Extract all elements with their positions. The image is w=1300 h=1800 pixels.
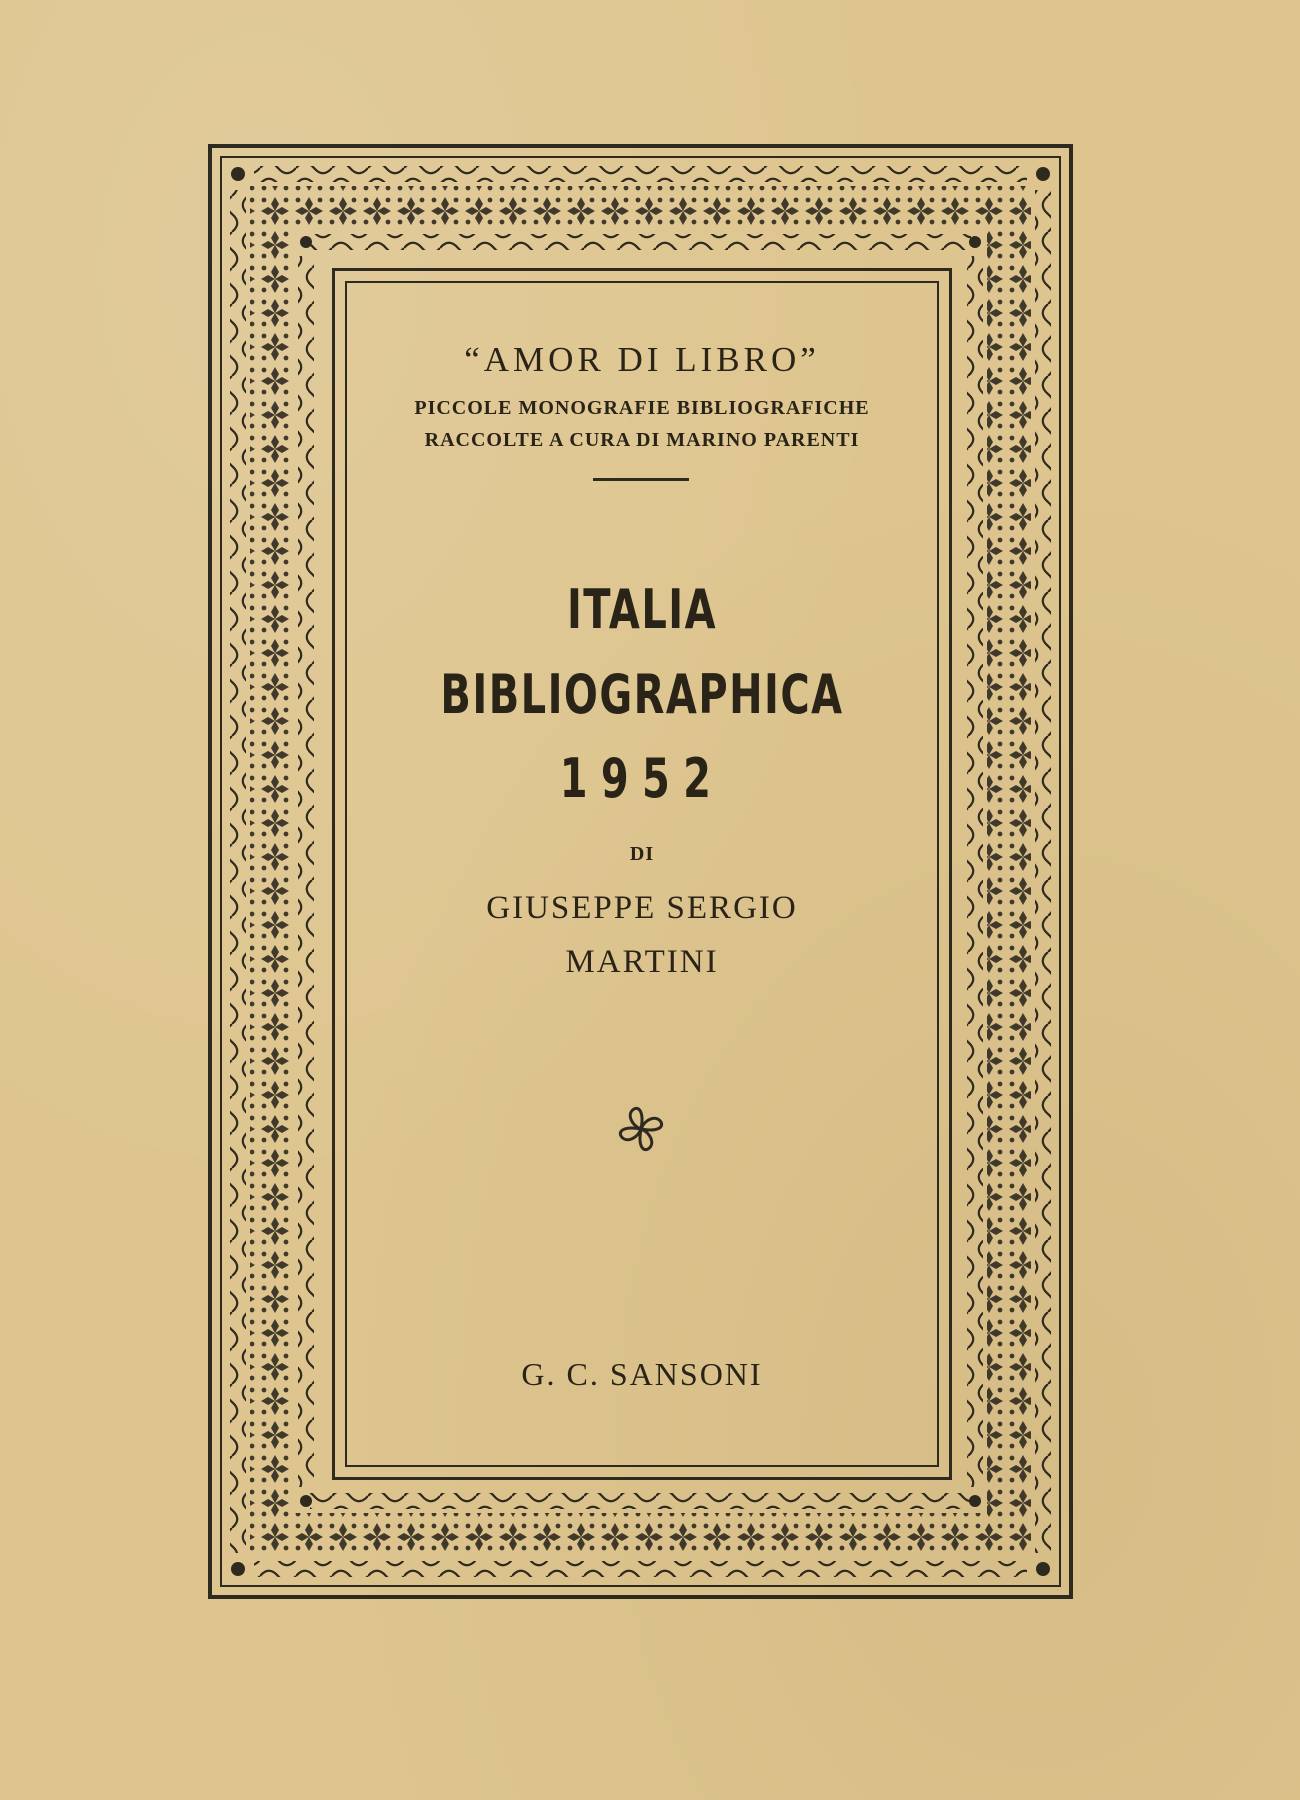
series-subtitle-line1: PICCOLE MONOGRAFIE BIBLIOGRAFICHE <box>414 397 870 419</box>
by-label: DI <box>629 843 655 865</box>
book-year: 1952 <box>559 747 725 810</box>
author-line1: GIUSEPPE SERGIO <box>486 890 798 926</box>
series-title: “AMOR DI LIBRO” <box>464 340 820 379</box>
series-subtitle-line2: RACCOLTE A CURA DI MARINO PARENTI <box>424 429 860 451</box>
author-line2: MARTINI <box>565 944 719 980</box>
title-panel-inner-line <box>345 281 939 1467</box>
book-title-line1: ITALIA <box>566 578 718 641</box>
book-title-line2: BIBLIOGRAPHICA <box>440 663 844 726</box>
four-petal-flower-icon <box>614 1102 668 1156</box>
divider-rule <box>593 478 689 481</box>
publisher-name: G. C. SANSONI <box>521 1356 763 1392</box>
